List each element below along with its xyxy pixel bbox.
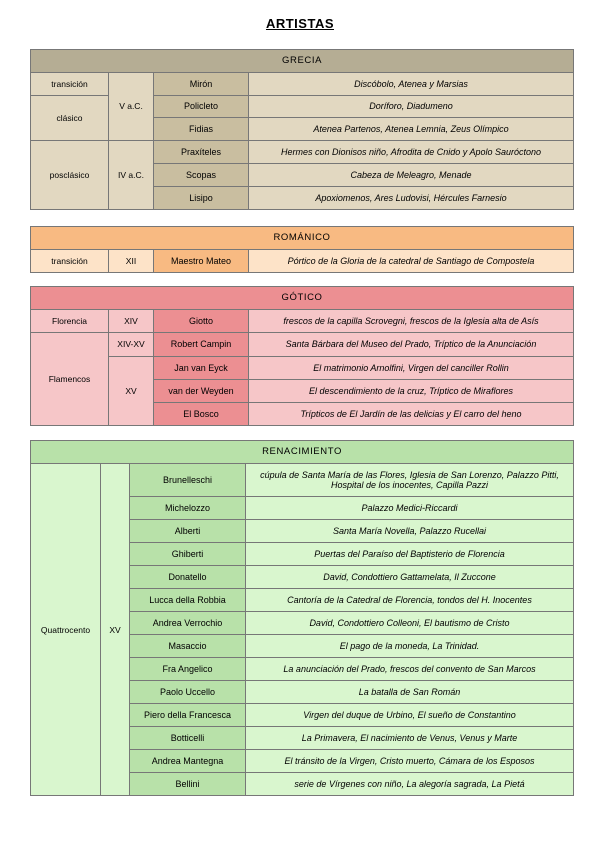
century-cell: V a.C. (109, 72, 154, 140)
works-cell: frescos de la capilla Scrovegni, frescos de la Iglesia alta de Asís (249, 310, 574, 333)
table-row (31, 250, 574, 273)
century-cell: XII (109, 250, 154, 273)
renacimiento-table (30, 440, 574, 796)
works-cell: Hermes con Dionisos niño, Afrodita de Cnido y Apolo Sauróctono (249, 141, 574, 164)
romanico-table (30, 226, 574, 273)
period-cell: Quattrocento (31, 464, 101, 796)
works-cell: Virgen del duque de Urbino, El sueño de Constantino (246, 704, 574, 727)
period-cell: Flamencos (31, 333, 109, 426)
works-cell: Doríforo, Diadumeno (249, 95, 574, 118)
grecia-table (30, 49, 574, 210)
table-row (31, 356, 574, 379)
table-row (31, 141, 574, 164)
page-title: ARTISTAS (265, 16, 335, 31)
works-cell: La batalla de San Román (246, 681, 574, 704)
artist-cell: Donatello (130, 566, 246, 589)
artist-cell: Lisipo (154, 186, 249, 209)
artist-cell: Botticelli (130, 727, 246, 750)
works-cell: Cabeza de Meleagro, Menade (249, 163, 574, 186)
works-cell: La Primavera, El nacimiento de Venus, Venus y Marte (246, 727, 574, 750)
works-cell: Discóbolo, Atenea y Marsias (249, 72, 574, 95)
artist-cell: El Bosco (154, 402, 249, 425)
artist-cell: Maestro Mateo (154, 250, 249, 273)
artist-cell: Fidias (154, 118, 249, 141)
artist-cell: Andrea Mantegna (130, 750, 246, 773)
table-row (31, 333, 574, 356)
century-cell: XV (109, 356, 154, 426)
section-header: GRECIA (31, 50, 574, 73)
works-cell: El descendimiento de la cruz, Tríptico de Miraflores (249, 379, 574, 402)
table-row (31, 310, 574, 333)
artist-cell: Alberti (130, 520, 246, 543)
works-cell: serie de Vírgenes con niño, La alegoría sagrada, La Pietá (246, 773, 574, 796)
period-cell: clásico (31, 95, 109, 141)
works-cell: Apoxiomenos, Ares Ludovisi, Hércules Farnesio (249, 186, 574, 209)
artist-cell: Praxíteles (154, 141, 249, 164)
table-row (31, 72, 574, 95)
century-cell: IV a.C. (109, 141, 154, 209)
works-cell: Atenea Partenos, Atenea Lemnia, Zeus Olímpico (249, 118, 574, 141)
works-cell: David, Condottiero Colleoni, El bautismo de Cristo (246, 612, 574, 635)
works-cell: Pórtico de la Gloria de la catedral de Santiago de Compostela (249, 250, 574, 273)
works-cell: Cantoría de la Catedral de Florencia, tondos del H. Inocentes (246, 589, 574, 612)
artist-cell: Piero della Francesca (130, 704, 246, 727)
century-cell: XIV (109, 310, 154, 333)
period-cell: posclásico (31, 141, 109, 209)
works-cell: Santa María Novella, Palazzo Rucellai (246, 520, 574, 543)
artist-cell: Lucca della Robbia (130, 589, 246, 612)
period-cell: transición (31, 72, 109, 95)
artist-cell: Scopas (154, 163, 249, 186)
century-cell: XV (101, 464, 130, 796)
artist-cell: Mirón (154, 72, 249, 95)
table-header-row (31, 227, 574, 250)
period-cell: transición (31, 250, 109, 273)
artist-cell: Masaccio (130, 635, 246, 658)
works-cell: Puertas del Paraíso del Baptisterio de Florencia (246, 543, 574, 566)
works-cell: La anunciación del Prado, frescos del convento de San Marcos (246, 658, 574, 681)
section-header: ROMÁNICO (31, 227, 574, 250)
artist-cell: Bellini (130, 773, 246, 796)
artist-cell: Policleto (154, 95, 249, 118)
period-cell: Florencia (31, 310, 109, 333)
artist-cell: Fra Angelico (130, 658, 246, 681)
century-cell: XIV-XV (109, 333, 154, 356)
works-cell: Palazzo Medici-Riccardi (246, 497, 574, 520)
table-header-row (31, 50, 574, 73)
table-row (31, 464, 574, 497)
artist-cell: Giotto (154, 310, 249, 333)
works-cell: cúpula de Santa María de las Flores, Iglesia de San Lorenzo, Palazzo Pitti, Hospital de los inocentes, Capilla Pazzi (246, 464, 574, 497)
artist-cell: van der Weyden (154, 379, 249, 402)
artist-cell: Robert Campin (154, 333, 249, 356)
artist-cell: Ghiberti (130, 543, 246, 566)
works-cell: El matrimonio Arnolfini, Virgen del canciller Rollin (249, 356, 574, 379)
artist-cell: Paolo Uccello (130, 681, 246, 704)
works-cell: El pago de la moneda, La Trinidad. (246, 635, 574, 658)
artist-cell: Jan van Eyck (154, 356, 249, 379)
works-cell: Santa Bárbara del Museo del Prado, Tríptico de la Anunciación (249, 333, 574, 356)
table-header-row (31, 287, 574, 310)
table-header-row (31, 441, 574, 464)
works-cell: Trípticos de El Jardín de las delicias y El carro del heno (249, 402, 574, 425)
works-cell: El tránsito de la Virgen, Cristo muerto, Cámara de los Esposos (246, 750, 574, 773)
artist-cell: Andrea Verrochio (130, 612, 246, 635)
section-header: RENACIMIENTO (31, 441, 574, 464)
works-cell: David, Condottiero Gattamelata, Il Zuccone (246, 566, 574, 589)
section-header: GÓTICO (31, 287, 574, 310)
artist-cell: Michelozzo (130, 497, 246, 520)
gotico-table (30, 286, 574, 426)
artist-cell: Brunelleschi (130, 464, 246, 497)
